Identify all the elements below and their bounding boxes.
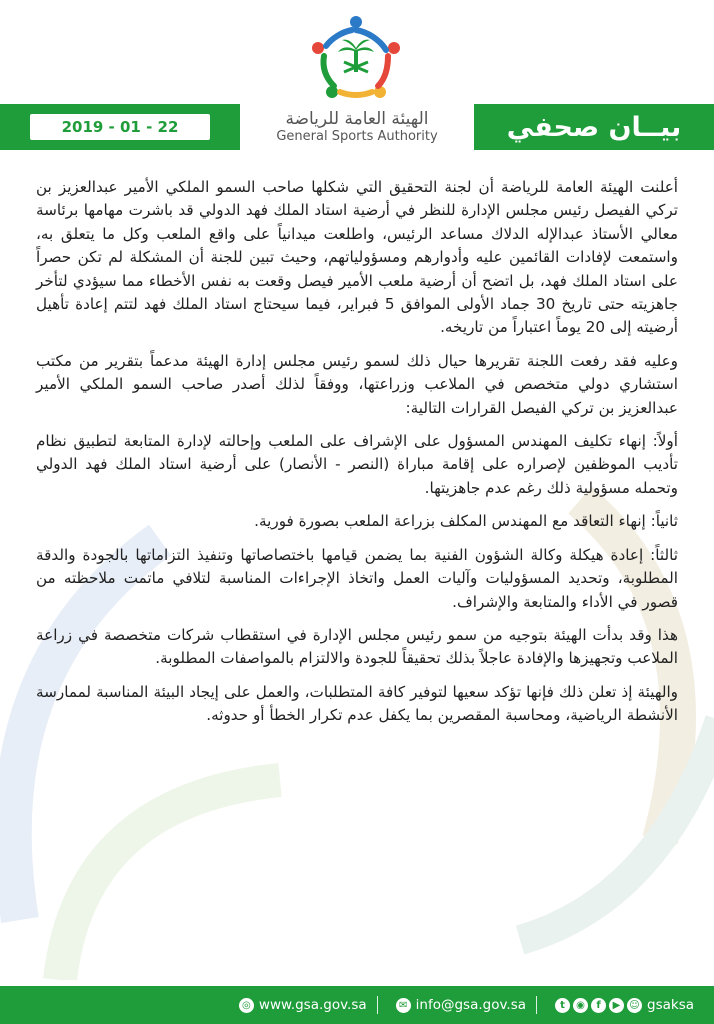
mail-icon: ✉ (396, 998, 411, 1013)
statement-body (36, 176, 678, 738)
paragraph-closing: والهيئة إذ تعلن ذلك فإنها تؤكد سعيها لتوفير كافة المتطلبات، والعمل على إيجاد البيئة المناسبة لممارسة الأنشطة الرياضية، ومحاسبة المقصرين بما يكفل عدم تكرار الخطأ أو حدوثه. (36, 682, 678, 725)
paragraph-decision-3: ثالثاً: إعادة هيكلة وكالة الشؤون الفنية بما يضمن قيامها باختصاصاتها وتنفيذ التزاماتها بالجودة والدقة المطلوبة، وتحديد المسؤوليات وآليات العمل واتخاذ الإجراءات المناسبة لتلافي ماتمت ملاحظته من قصور في الأداء والمتابعة والإشراف. (36, 545, 678, 611)
paragraph-decision-2: ثانياً: إنهاء التعاقد مع المهندس المكلف بزراعة الملعب بصورة فورية. (254, 512, 678, 531)
paragraph-intro: أعلنت الهيئة العامة للرياضة أن لجنة التحقيق التي شكلها صاحب السمو الملكي الأمير عبدالعزيز بن تركي الفيصل رئيس مجلس الإدارة للنظر في أرضية استاد الملك فهد الدولي قد باشرت مهامها برئاسة معالي الأستاذ عبدالإله الدلاك مساعد الرئيس، واطلعت ميدانياً على واقع الملعب وكل ما يتعلق به، واستمعت لإفادات القائمين عليه وأدوارهم ومسؤولياتهم، وحيث تبين للجنة أن المشكلة لم تكن حصراً على استاد الملك فهد، بل اتضح أن أرضية ملعب الأمير فيصل وقعت به نفس الأخطاء مما سيؤدي لتأخر جاهزيته حتى تاريخ 30 جماد الأولى الموافق 5 فبراير، فيما سيحتاج استاد الملك فهد لتتم إعادة تأهيل أرضيته إلى 20 يوماً اعتباراً من تاريخه. (36, 178, 678, 337)
header-band (0, 104, 714, 150)
instagram-icon[interactable]: ◉ (573, 998, 588, 1013)
website-link[interactable] (239, 997, 367, 1013)
divider (377, 996, 378, 1014)
email-link[interactable] (396, 997, 526, 1013)
date-label: 2019 - 01 - 22 (30, 114, 210, 140)
youtube-icon[interactable]: ▶ (609, 998, 624, 1013)
title-banner (474, 104, 714, 150)
social-handle: gsaksa (647, 997, 694, 1013)
paragraph-companies: هذا وقد بدأت الهيئة بتوجيه من سمو رئيس مجلس الإدارة في استقطاب شركات متخصصة في زراعة الملاعب وتجهيزها والإفادة عاجلاً بذلك تحقيقاً للجودة والالتزام بالمواصفات المطلوبة. (36, 625, 678, 668)
page-title: بيــان صحفي (506, 111, 682, 143)
divider (536, 996, 537, 1014)
facebook-icon[interactable]: f (591, 998, 606, 1013)
snapchat-icon[interactable]: ☺ (627, 998, 642, 1013)
email-text: info@gsa.gov.sa (415, 997, 526, 1013)
date-banner (0, 104, 240, 150)
globe-icon: ◎ (239, 998, 254, 1013)
authority-name (240, 104, 474, 150)
authority-name-arabic: الهيئة العامة للرياضة (285, 109, 429, 129)
twitter-icon[interactable]: t (555, 998, 570, 1013)
paragraph-report: وعليه فقد رفعت اللجنة تقريرها حيال ذلك لسمو رئيس مجلس إدارة الهيئة مدعماً بتقرير من مكتب استشاري دولي متخصص في الملاعب وزراعتها، ووفقاً لذلك أصدر صاحب السمو الملكي الأمير عبدالعزيز بن تركي الفيصل القرارات التالية: (36, 351, 678, 417)
social-links (555, 997, 694, 1013)
website-text: www.gsa.gov.sa (258, 997, 367, 1013)
gsa-logo (308, 12, 404, 104)
authority-name-english: General Sports Authority (276, 129, 438, 144)
paragraph-decision-1: أولاً: إنهاء تكليف المهندس المسؤول على الإشراف على الملعب وإحالته لإدارة المتابعة لتطبيق نظام تأديب الموظفين لإصراره على إقامة مباراة (النصر - الأنصار) على أرضية استاد الملك فهد الدولي وتحمله مسؤولية ذلك رغم عدم جاهزيتها. (36, 432, 678, 497)
footer-bar (0, 986, 714, 1024)
